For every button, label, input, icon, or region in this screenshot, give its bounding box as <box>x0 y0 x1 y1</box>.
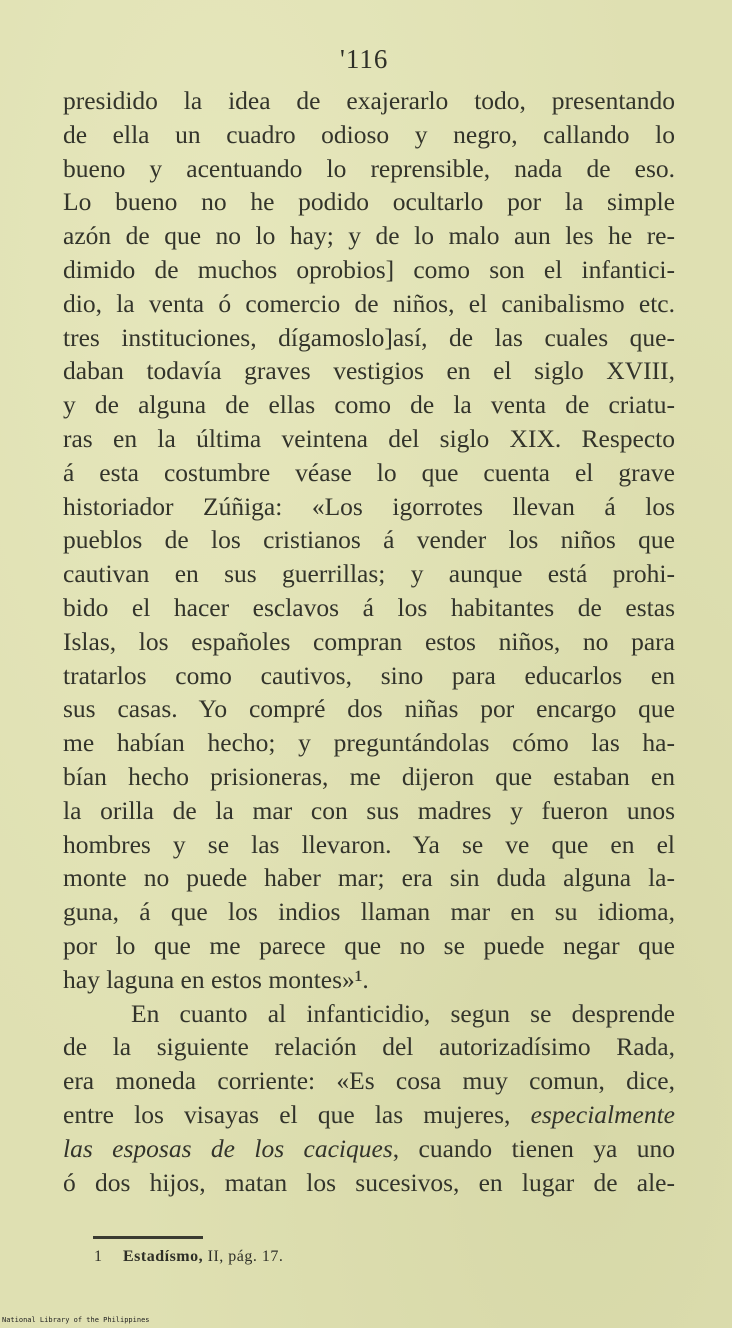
text-line: me habían hecho; y preguntándolas cómo las ha- <box>63 728 675 758</box>
footnote-number: 1 <box>94 1248 103 1265</box>
text-run: entre los visayas el que las mujeres, <box>63 1099 531 1129</box>
body-text <box>63 84 675 1199</box>
page-number: '116 <box>340 44 389 74</box>
text-line: dio, la venta ó comercio de niños, el canibalismo etc. <box>63 288 675 318</box>
text-line: daban todavía graves vestigios en el siglo XVIII, <box>63 356 675 386</box>
library-stamp: National Library of the Philippines <box>2 1316 150 1324</box>
text-line: presidido la idea de exajerarlo todo, presentando <box>63 86 675 115</box>
text-line: por lo que me parece que no se puede negar que <box>63 930 675 960</box>
text-line: pueblos de los cristianos á vender los niños que <box>63 525 675 555</box>
footnote-source: Estadísmo, <box>123 1248 204 1265</box>
text-line: de la siguiente relación del autorizadísimo Rada, <box>63 1032 675 1062</box>
footnote-rule <box>93 1236 203 1239</box>
text-line: historiador Zúñiga: «Los igorrotes llevan á los <box>63 491 675 521</box>
text-line: de ella un cuadro odioso y negro, callando lo <box>63 119 675 149</box>
text-line: la orilla de la mar con sus madres y fueron unos <box>63 795 675 825</box>
text-line: bueno y acentuando lo reprensible, nada de eso. <box>63 153 675 183</box>
text-line <box>63 1098 675 1132</box>
text-line: á esta costumbre véase lo que cuenta el grave <box>63 457 675 487</box>
footnote-citation: II, pág. 17. <box>207 1248 284 1265</box>
text-line: En cuanto al infanticidio, segun se desprende <box>131 998 675 1028</box>
italic-text: las esposas de los caciques <box>63 1133 393 1163</box>
text-run: , cuando tienen ya uno <box>392 1133 675 1163</box>
text-line: y de alguna de ellas como de la venta de criatu- <box>63 390 675 420</box>
text-line: ó dos hijos, matan los sucesivos, en lugar de ale- <box>63 1167 675 1197</box>
text-line: tratarlos como cautivos, sino para educarlos en <box>63 660 675 690</box>
text-line: Lo bueno no he podido ocultarlo por la simple <box>63 187 675 217</box>
footnote <box>94 1248 283 1266</box>
text-line: hay laguna en estos montes»¹. <box>63 964 369 994</box>
text-line: azón de que no lo hay; y de lo malo aun les he re- <box>63 221 675 251</box>
text-line <box>63 1132 675 1166</box>
text-line: Islas, los españoles compran estos niños, no para <box>63 626 675 656</box>
text-line: cautivan en sus guerrillas; y aunque está prohi- <box>63 559 675 589</box>
text-line: dimido de muchos oprobios] como son el infantici- <box>63 254 675 284</box>
text-line: monte no puede haber mar; era sin duda alguna la- <box>63 863 675 893</box>
text-line: bido el hacer esclavos á los habitantes de estas <box>63 592 675 622</box>
text-line: hombres y se las llevaron. Ya se ve que en el <box>63 829 675 859</box>
text-line: sus casas. Yo compré dos niñas por encargo que <box>63 694 675 724</box>
text-line: guna, á que los indios llaman mar en su idioma, <box>63 897 675 927</box>
text-line: bían hecho prisioneras, me dijeron que estaban en <box>63 761 675 791</box>
italic-text: especialmente <box>530 1099 675 1129</box>
text-line: ras en la última veintena del siglo XIX. Respecto <box>63 423 675 453</box>
text-line: era moneda corriente: «Es cosa muy comun, dice, <box>63 1066 675 1096</box>
text-line: tres instituciones, dígamoslo]así, de las cuales que- <box>63 322 675 352</box>
